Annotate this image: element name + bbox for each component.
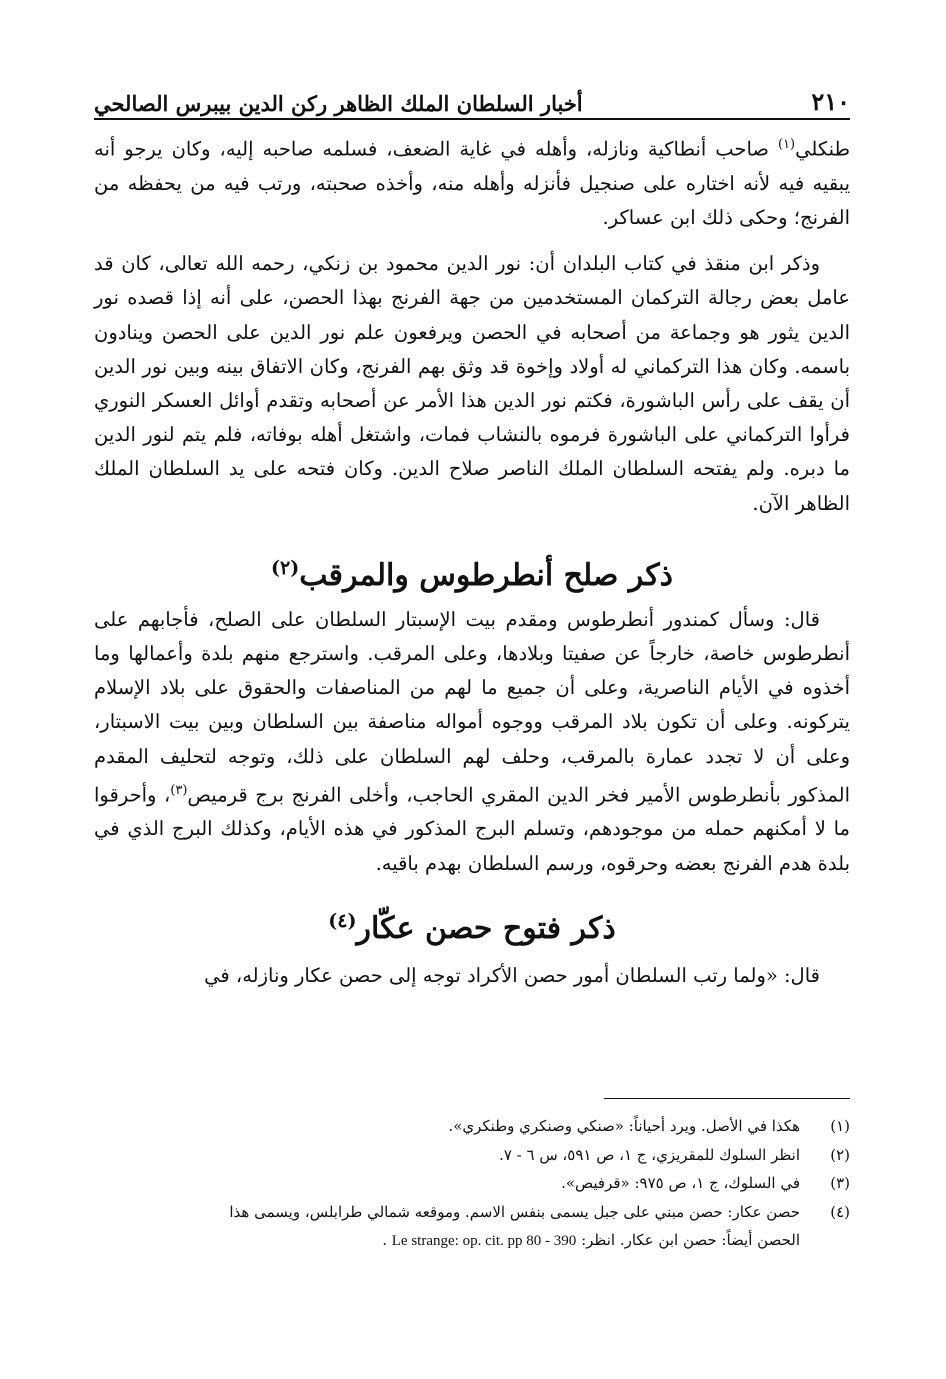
paragraph-4: قال: «ولما رتب السلطان أمور حصن الأكراد توجه إلى حصن عكار ونازله، في bbox=[204, 963, 820, 987]
footnote-4-line-2: الحصن أيضاً: حصن ابن عكار. انظر: bbox=[576, 1231, 800, 1249]
section-heading-akkar bbox=[94, 889, 850, 959]
footnote-4-reference: Le strange: op. cit. pp 80 - 390 bbox=[391, 1233, 577, 1249]
main-text bbox=[94, 128, 850, 993]
page-number: ٢١٠ bbox=[811, 87, 850, 116]
paragraph-1 bbox=[94, 128, 850, 235]
section-heading-truce bbox=[94, 533, 850, 603]
paragraph-1-rest: صاحب أنطاكية ونازله، وأهله في غاية الضعف، فسلمه صاحبه إليه، وكان يرجو أنه يبقيه فيه لأنه اختاره على صنجيل فأنزله وأهله منه، وأخذه صحبته، ورتب فيه من يحفظه من الفرنج؛ وحكى ذلك ابن عساكر. bbox=[94, 137, 850, 229]
paragraph-2: وذكر ابن منقذ في كتاب البلدان أن: نور الدين محمود بن زنكي، رحمه الله تعالى، كان قد عامل بعض رجالة التركمان المستخدمين من جهة الفرنج بهذا الحصن، على أنه إذا قصده نور الدين يثور هو وجماعة من أصحابه في الحصن ويرفعون علم نور الدين على الحصن وينادون باسمه. وكان هذا التركماني له أولاد وإخوة قد وثق بهم الفرنج، وكان الاتفاق بينه وبين نور الدين أن يقف على رأس الباشورة، فكتم نور الدين هذا الأمر عن أصحابه وتقدم أوائل العسكر النوري فرأوا التركماني على الباشورة فرموه بالنشاب فمات، واشتغل أهله بوفاته، فلم يتم لنور الدين ما دبره. ولم يفتحه السلطان الملك الناصر صلاح الدين. وكان فتحه على يد السلطان الملك الظاهر الآن. bbox=[94, 252, 850, 515]
footnote-ref-3[interactable]: (٣) bbox=[170, 782, 188, 798]
running-title: أخبار السلطان الملك الظاهر ركن الدين بيبرس الصالحي bbox=[94, 91, 583, 116]
footnotes bbox=[94, 1112, 850, 1256]
section-heading-akkar-text: ذكر فتوح حصن عكّار bbox=[356, 910, 616, 946]
footnote-3 bbox=[94, 1169, 850, 1198]
footnote-text: في السلوك، ج ١، ص ٩٧٥: «قرفيص». bbox=[561, 1174, 800, 1192]
footnote-ref-4[interactable]: (٤) bbox=[328, 909, 357, 932]
footnote-number: (٤) bbox=[830, 1202, 850, 1221]
footnote-1 bbox=[94, 1112, 850, 1141]
footnote-number: (١) bbox=[830, 1117, 850, 1135]
footnote-2 bbox=[94, 1141, 850, 1170]
paragraph-3 bbox=[94, 603, 850, 881]
footnote-4-end: . bbox=[382, 1231, 392, 1249]
footnote-4-line-1: حصن عكار: حصن مبني على جبل يسمى بنفس الاسم. وموقعه شمالي طرابلس، ويسمى هذا bbox=[229, 1202, 800, 1221]
paragraph-3-rest: ، وأحرقوا ما لا أمكنهم حمله من موجودهم، وتسلم البرج المذكور في هذه الأيام، وكذلك البرج الذي في بلدة هدم الفرنج بعضه وحرقوه، ورسم السلطان بهدم باقيه. bbox=[94, 783, 850, 875]
section-heading-truce-text: ذكر صلح أنطرطوس والمرقب bbox=[299, 557, 674, 593]
footnote-number: (٢) bbox=[830, 1145, 850, 1164]
footnote-4 bbox=[94, 1198, 850, 1256]
footnote-ref-1[interactable]: (١) bbox=[777, 137, 796, 152]
footnote-number: (٣) bbox=[830, 1174, 850, 1192]
footnote-text: انظر السلوك للمقريزي، ج ١، ص ٥٩١، س ٦ - ٧. bbox=[499, 1145, 800, 1164]
paragraph-1-start: طنكلي bbox=[795, 137, 850, 161]
running-header bbox=[94, 72, 850, 116]
footnote-separator bbox=[604, 1098, 850, 1099]
footnote-ref-2[interactable]: (٢) bbox=[270, 556, 300, 579]
header-rule bbox=[94, 118, 850, 120]
footnote-text: هكذا في الأصل. ويرد أحياناً: «صنكي وصنكري وطنكري». bbox=[448, 1117, 800, 1135]
footnote-text bbox=[94, 1198, 800, 1256]
paragraph-3-start: قال: وسأل كمندور أنطرطوس ومقدم بيت الإسبتار السلطان على الصلح، فأجابهم على أنطرطوس خاصة، خارجاً عن صفيتا وبلادها، وعلى المرقب. واسترجع منهم بلدة وأعمالها وما أخذوه في الأيام الناصرية، وعلى أن جميع ما لهم من المناصفات والحقوق على بلاد الإسلام يتركونه. وعلى أن تكون بلاد المرقب ووجوه أمواله مناصفة بين السلطان وبين بيت الاسبتار، وعلى أن لا تجدد عمارة بالمرقب، وحلف لهم السلطان على ذلك، وتوجه لتحليف المقدم المذكور بأنطرطوس الأمير فخر الدين المقري الحاجب، وأخلى الفرنج برج قرميص bbox=[94, 607, 850, 807]
